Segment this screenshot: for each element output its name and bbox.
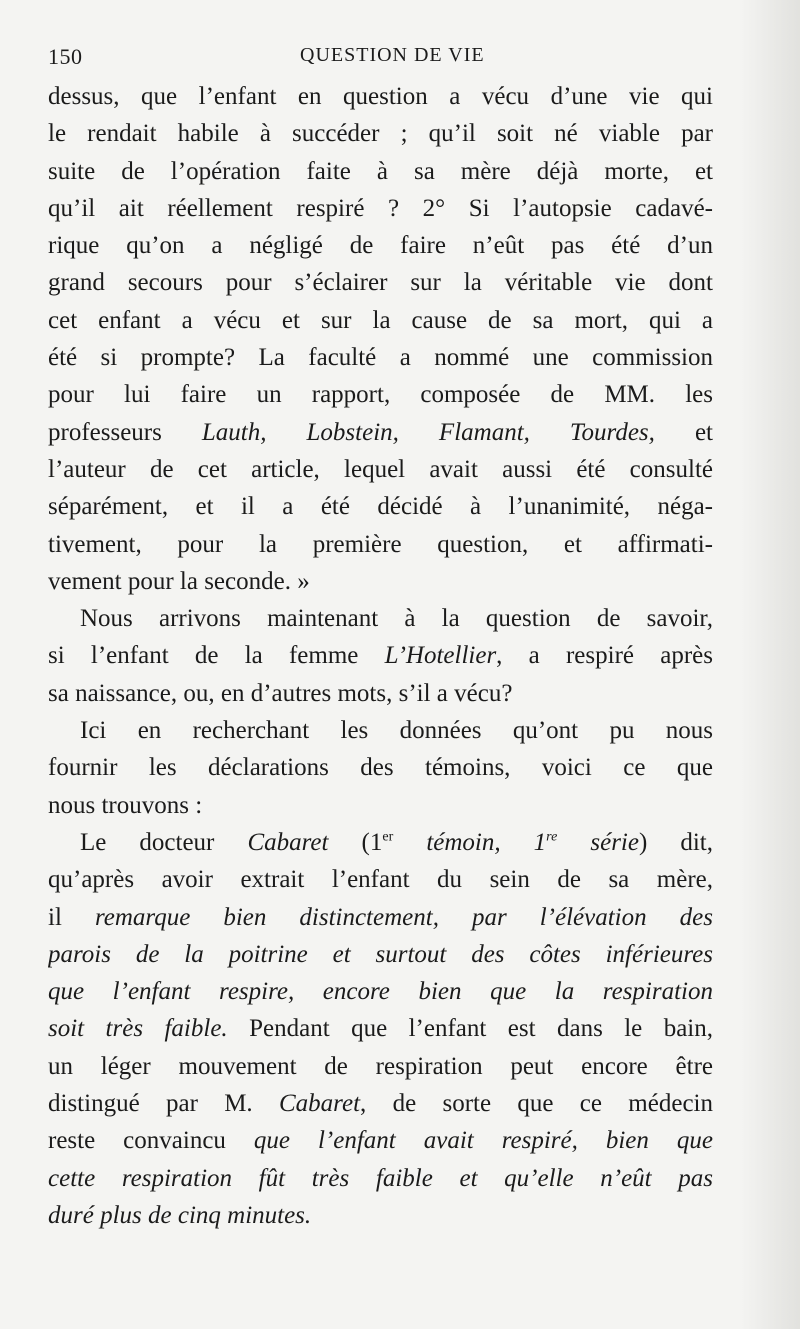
text-line <box>48 376 713 413</box>
text-segment: été si prompte? La faculté a nommé une commission <box>48 344 713 372</box>
text-segment: grand secours pour s’éclairer sur la véritable vie dont <box>48 269 713 297</box>
text-line <box>48 1048 713 1085</box>
italic-text: que l’enfant avait respiré, bien que <box>253 1127 713 1155</box>
text-line <box>48 637 713 674</box>
italic-text: que l’enfant respire, encore bien que la respiration <box>48 978 713 1006</box>
italic-text: cette respiration fût très faible et qu’elle n’eût pas <box>48 1164 713 1192</box>
text-line <box>48 936 713 973</box>
italic-text: parois de la poitrine et surtout des côtes inférieures <box>48 940 713 968</box>
text-line <box>48 115 713 152</box>
text-segment: dessus, que l’enfant en question a vécu d’une vie qui <box>48 83 713 110</box>
text-segment: sa naissance, ou, en d’autres mots, s’il a vécu? <box>48 679 513 707</box>
text-segment: , de sorte que ce médecin <box>360 1090 713 1118</box>
text-line <box>48 600 713 637</box>
text-line <box>48 675 713 712</box>
text-line <box>48 488 713 525</box>
text-line <box>48 787 713 824</box>
body-text <box>48 78 713 1234</box>
text-segment: Ici en recherchant les données qu’ont pu nous <box>80 717 713 745</box>
text-segment: le rendait habile à succéder ; qu’il soit né viable par <box>48 120 713 148</box>
text-line <box>48 339 713 376</box>
italic-text: soit très faible. <box>48 1015 228 1043</box>
text-segment: un léger mouvement de respiration peut encore être <box>48 1052 713 1080</box>
text-line <box>48 1160 713 1197</box>
text-line <box>48 749 713 786</box>
text-line <box>48 824 713 861</box>
italic-text: témoin, 1 <box>393 828 547 856</box>
text-line <box>48 1122 713 1159</box>
text-line <box>48 563 713 600</box>
italic-text: remarque bien distinctement, par l’élévation des <box>94 903 713 931</box>
running-title: QUESTION DE VIE <box>300 44 485 66</box>
italic-text: L’Hotellier <box>384 642 497 670</box>
page-header <box>48 40 756 80</box>
text-segment: , a respiré après <box>496 642 713 670</box>
italic-text: duré plus de cinq minutes. <box>48 1201 312 1229</box>
text-line <box>48 1085 713 1122</box>
text-segment: reste convaincu <box>48 1127 254 1155</box>
text-segment: pour lui faire un rapport, composée de MM. les <box>48 381 713 409</box>
italic-text: Lauth, Lobstein, Flamant, Tourdes, <box>201 418 655 446</box>
italic-text: Cabaret <box>247 828 329 856</box>
text-line <box>48 227 713 264</box>
text-segment: tivement, pour la première question, et affirmati- <box>48 530 713 558</box>
text-line <box>48 712 713 749</box>
text-line <box>48 899 713 936</box>
text-line <box>48 526 713 563</box>
page-edge-shadow <box>740 0 800 1329</box>
text-segment: Le docteur <box>80 828 248 856</box>
text-segment: distingué par M. <box>48 1090 279 1118</box>
text-segment: Nous arrivons maintenant à la question de savoir, <box>80 605 713 633</box>
text-segment: qu’il ait réellement respiré ? 2° Si l’autopsie cadavé- <box>48 194 713 222</box>
text-line <box>48 414 713 451</box>
text-line <box>48 78 713 115</box>
text-segment: ) dit, <box>638 828 713 856</box>
text-segment: rique qu’on a négligé de faire n’eût pas été d’un <box>48 232 713 260</box>
text-segment: fournir les déclarations des témoins, voici ce que <box>48 754 713 782</box>
text-segment: cet enfant a vécu et sur la cause de sa mort, qui a <box>48 306 713 334</box>
text-line <box>48 451 713 488</box>
text-segment: il <box>48 903 95 931</box>
text-line <box>48 153 713 190</box>
text-line <box>48 190 713 227</box>
text-line <box>48 973 713 1010</box>
text-segment: qu’après avoir extrait l’enfant du sein de sa mère, <box>48 866 713 894</box>
text-segment: professeurs <box>48 418 202 446</box>
text-segment: séparément, et il a été décidé à l’unanimité, néga- <box>48 493 713 521</box>
text-segment: Pendant que l’enfant est dans le bain, <box>227 1015 713 1043</box>
text-line <box>48 1197 713 1234</box>
text-line <box>48 302 713 339</box>
text-line <box>48 861 713 898</box>
text-segment: (1 <box>328 828 383 856</box>
text-segment: l’auteur de cet article, lequel avait aussi été consulté <box>48 455 713 483</box>
italic-text: Cabaret <box>279 1090 361 1118</box>
text-segment: et <box>654 418 713 446</box>
text-line <box>48 264 713 301</box>
text-segment: vement pour la seconde. » <box>48 567 310 595</box>
italic-text: série <box>557 828 639 856</box>
text-segment: nous trouvons : <box>48 791 203 819</box>
text-segment: er <box>382 829 394 845</box>
text-line <box>48 1010 713 1047</box>
italic-text: re <box>546 829 558 845</box>
page-number: 150 <box>48 44 83 69</box>
text-segment: suite de l’opération faite à sa mère déjà morte, et <box>48 157 713 185</box>
text-segment: si l’enfant de la femme <box>48 642 385 670</box>
